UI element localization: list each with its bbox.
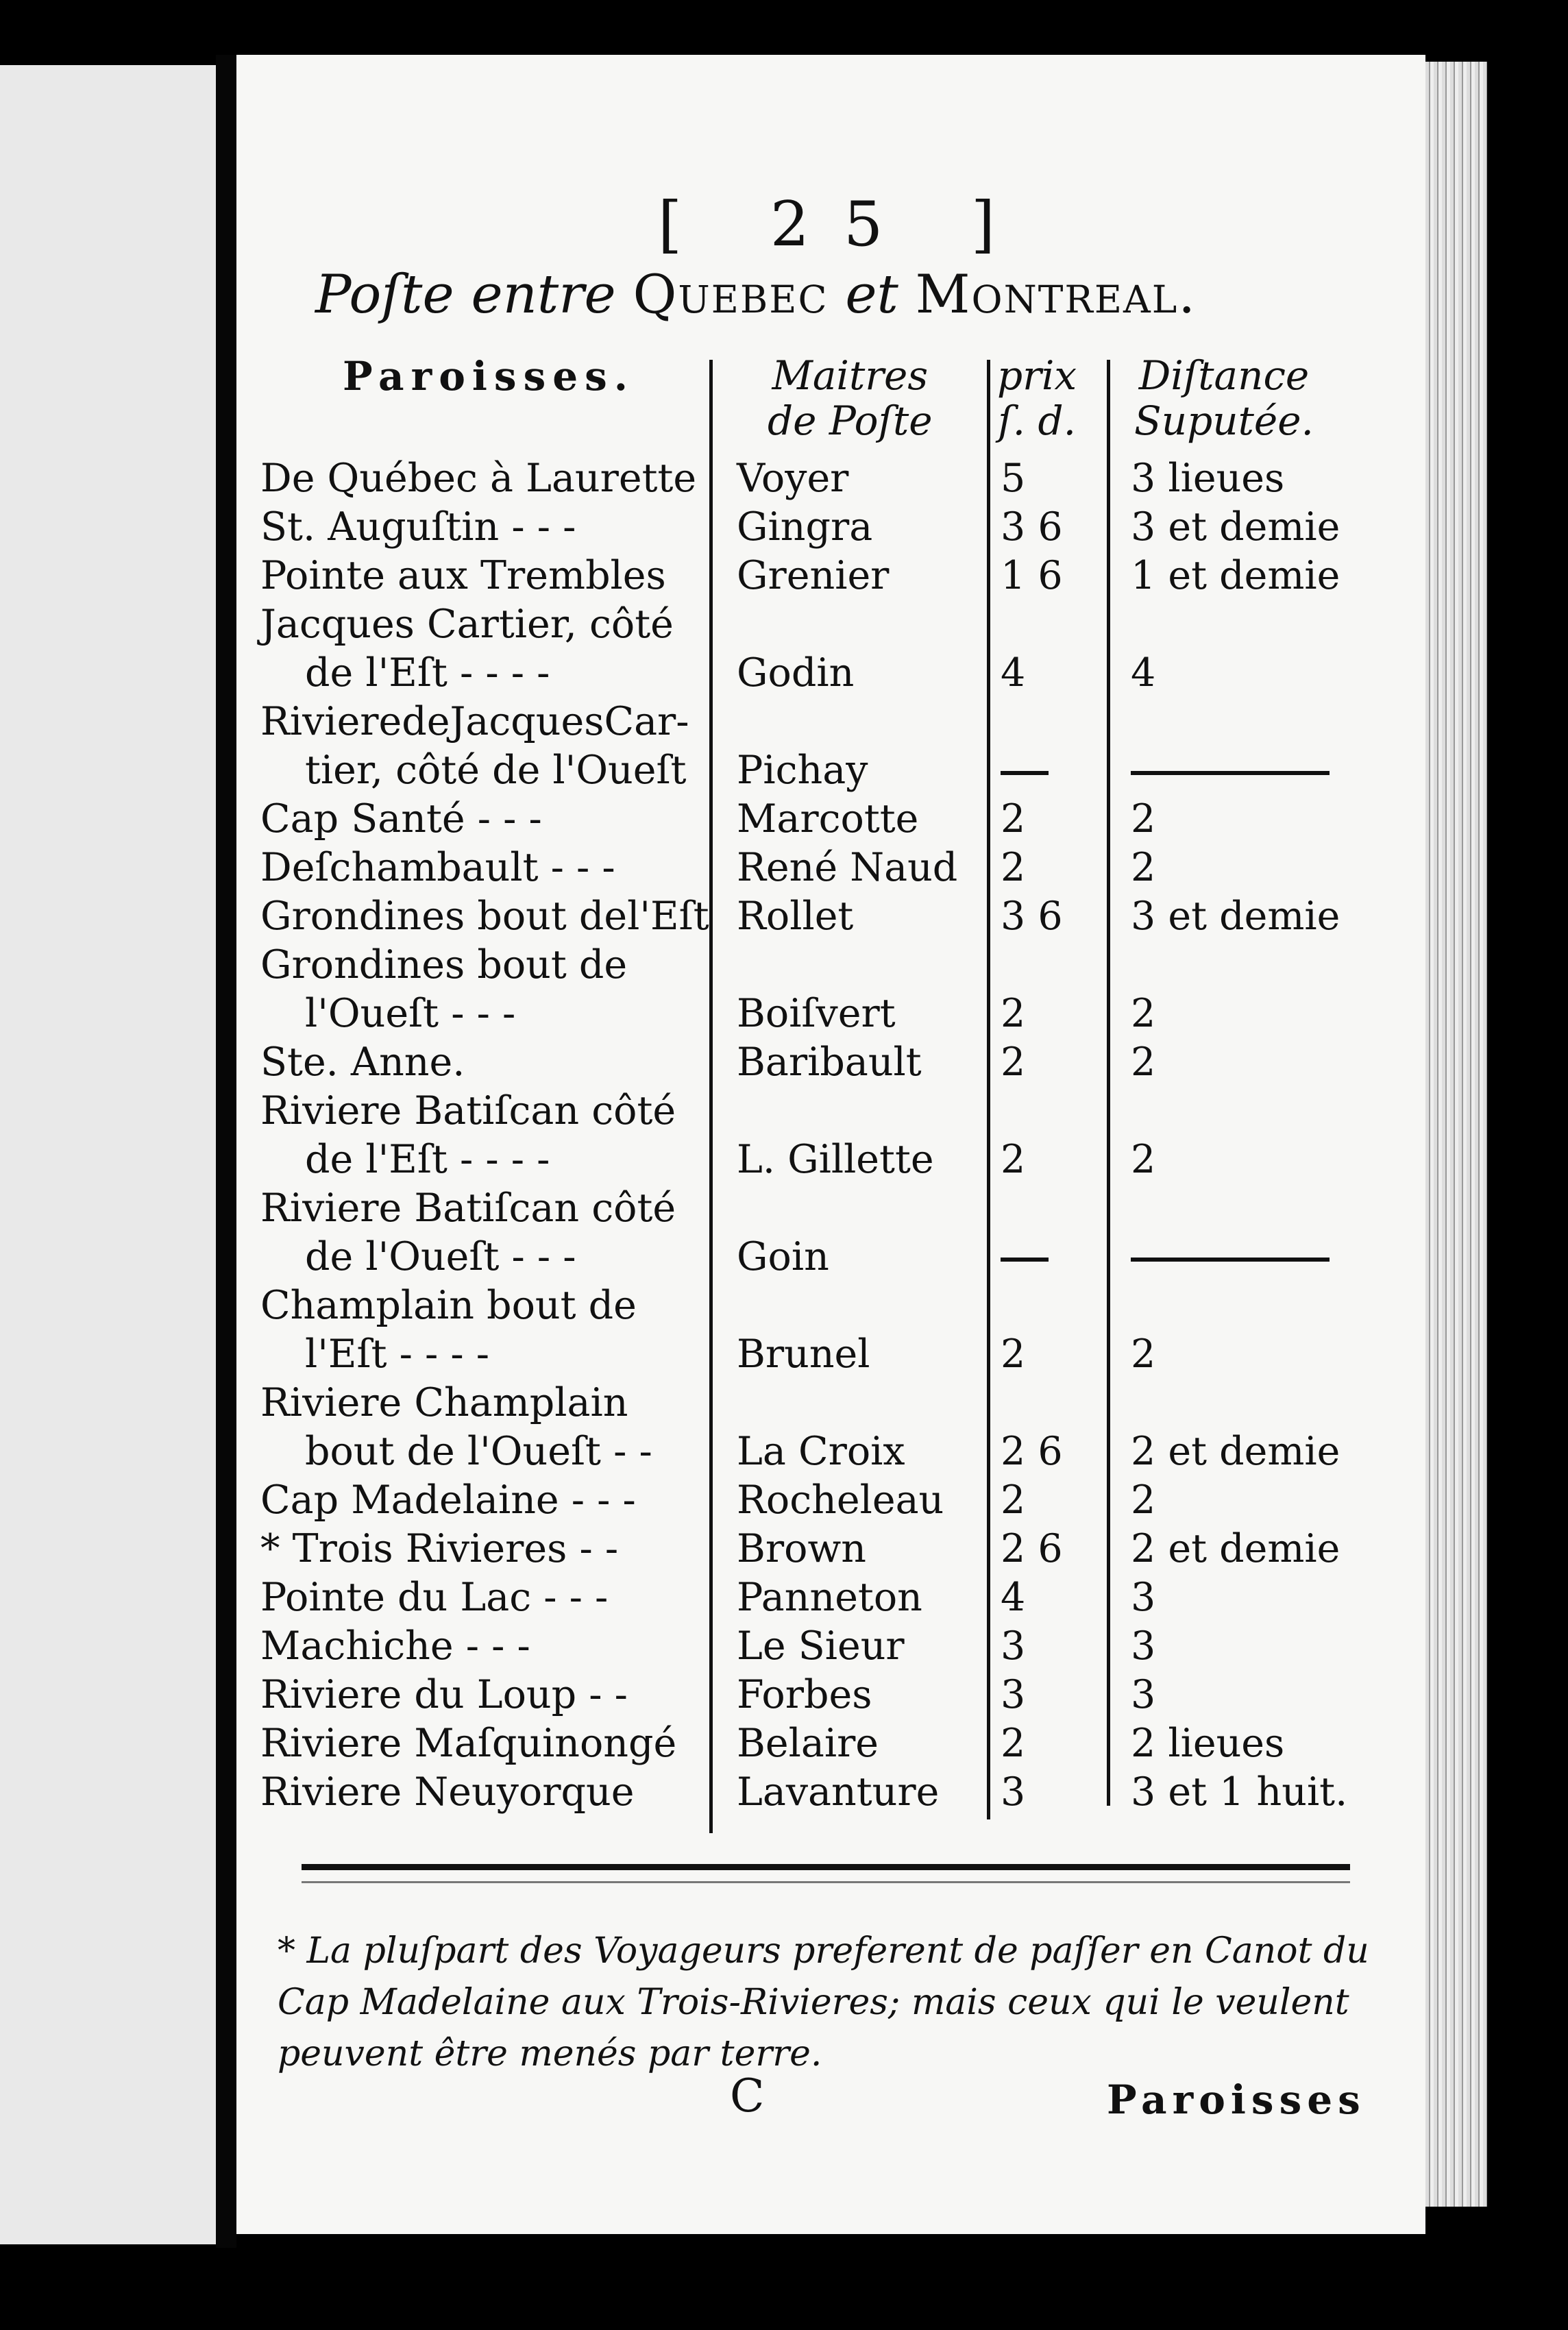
paroisse-name: l'Oueſt - - - (305, 991, 516, 1036)
column-divider-2 (987, 360, 990, 1819)
paroisse-name: Cap Santé - - - (260, 796, 542, 842)
title-part-2: Quebec (633, 264, 829, 326)
maitre-name: René Naud (737, 845, 958, 890)
distance-value: 3 lieues (1131, 456, 1285, 501)
paroisse-name: Jacques Cartier, côté (260, 602, 674, 647)
distance-value: 2 (1131, 1137, 1156, 1182)
paroisse-name: Champlain bout de (260, 1283, 637, 1328)
prix-value: 2 (1001, 991, 1026, 1036)
header-prix-line2: ſ. d. (998, 397, 1077, 444)
prix-dash (1001, 1258, 1049, 1262)
title-part-3: et (845, 264, 898, 326)
distance-value: 2 et demie (1131, 1526, 1340, 1571)
distance-value: 4 (1131, 650, 1156, 696)
prix-value: 3 (1001, 1672, 1026, 1717)
distance-value (1131, 748, 1330, 793)
distance-value: 3 et demie (1131, 894, 1340, 939)
prix-value: 2 (1001, 845, 1026, 890)
facing-page (0, 65, 216, 2244)
paroisse-name: de l'Eſt - - - - (305, 1137, 550, 1182)
prix-value: 3 6 (1001, 894, 1063, 939)
header-distance-line1: Diſtance (1138, 352, 1310, 399)
paroisse-name: St. Auguſtin - - - (260, 504, 576, 550)
prix-dash (1001, 771, 1049, 775)
paroisse-name: Riviere Batiſcan côté (260, 1088, 676, 1133)
prix-value: 1 6 (1001, 553, 1063, 598)
paroisse-name: Grondines bout del'Eſt (260, 894, 709, 939)
distance-value: 1 et demie (1131, 553, 1340, 598)
header-maitres (768, 353, 933, 443)
maitre-name: Pichay (737, 748, 868, 793)
paroisse-name: Cap Madelaine - - - (260, 1477, 636, 1523)
paroisse-name: RivieredeJacquesCar- (260, 699, 689, 744)
paroisse-name: * Trois Rivieres - - (260, 1526, 619, 1571)
paroisse-name: Riviere du Loup - - (260, 1672, 628, 1717)
paroisse-name: Pointe du Lac - - - (260, 1575, 609, 1620)
paroisse-name: l'Eſt - - - - (305, 1332, 490, 1377)
paroisse-name: De Québec à Laurette (260, 456, 697, 501)
prix-value: 5 (1001, 456, 1026, 501)
header-maitres-line2: de Poſte (768, 397, 933, 444)
prix-value: 2 (1001, 1332, 1026, 1377)
distance-dash (1131, 771, 1330, 775)
prix-value: 2 (1001, 1721, 1026, 1766)
paroisse-name: Riviere Maſquinongé (260, 1721, 677, 1766)
maitre-name: Grenier (737, 553, 890, 598)
prix-value (1001, 748, 1103, 793)
paroisse-name: Riviere Champlain (260, 1380, 628, 1425)
footnote: * La pluſpart des Voyageurs preferent de paſſer en Canot du Cap Madelaine aux Trois-Rivieres; mais ceux qui le veulent peuvent être menés par terre. (278, 1930, 1369, 2074)
paroisse-name: bout de l'Oueſt - - (305, 1429, 652, 1474)
maitre-name: Forbes (737, 1672, 872, 1717)
maitre-name: Godin (737, 650, 855, 696)
header-prix-line1: prix (997, 352, 1077, 399)
header-distance (1134, 353, 1314, 443)
paroisse-name: Ste. Anne. (260, 1040, 465, 1085)
page-edges (1425, 62, 1487, 2207)
table-bottom-rule (302, 1864, 1350, 1870)
distance-value: 3 et 1 huit. (1131, 1769, 1348, 1815)
maitre-name: Gingra (737, 504, 873, 550)
maitre-name: Le Sieur (737, 1623, 905, 1669)
maitre-name: Rocheleau (737, 1477, 944, 1523)
prix-value: 3 6 (1001, 504, 1063, 550)
page-title (315, 264, 1197, 326)
distance-value: 2 (1131, 1477, 1156, 1523)
header-distance-line2: Suputée. (1134, 397, 1314, 444)
maitre-name: Lavanture (737, 1769, 940, 1815)
maitre-name: Brown (737, 1526, 866, 1571)
distance-dash (1131, 1258, 1330, 1262)
paroisse-name: Machiche - - - (260, 1623, 530, 1669)
maitre-name: Rollet (737, 894, 854, 939)
prix-value (1001, 1234, 1103, 1279)
maitre-name: La Croix (737, 1429, 905, 1474)
title-part-4: Montreal. (915, 264, 1197, 326)
distance-value: 2 (1131, 796, 1156, 842)
maitre-name: Baribault (737, 1040, 922, 1085)
header-maitres-line1: Maitres (772, 352, 929, 399)
paroisse-name: de l'Eſt - - - - (305, 650, 550, 696)
maitre-name: Boiſvert (737, 991, 896, 1036)
distance-value: 2 (1131, 1332, 1156, 1377)
paroisse-name: de l'Oueſt - - - (305, 1234, 576, 1279)
prix-value: 4 (1001, 650, 1026, 696)
page-number: [ 25 ] (658, 188, 1029, 260)
prix-value: 4 (1001, 1575, 1026, 1620)
column-divider-3 (1107, 360, 1110, 1806)
prix-value: 3 (1001, 1769, 1026, 1815)
table-bottom-rule-thin (302, 1881, 1350, 1883)
distance-value: 3 et demie (1131, 504, 1340, 550)
distance-value: 2 (1131, 991, 1156, 1036)
maitre-name: Belaire (737, 1721, 879, 1766)
header-paroisses: Paroisses. (343, 353, 635, 400)
header-prix (997, 353, 1077, 443)
maitre-name: Voyer (737, 456, 849, 501)
book-gutter (216, 55, 236, 2248)
maitre-name: Marcotte (737, 796, 919, 842)
prix-value: 2 (1001, 796, 1026, 842)
prix-value: 2 6 (1001, 1526, 1063, 1571)
prix-value: 3 (1001, 1623, 1026, 1669)
maitre-name: Goin (737, 1234, 829, 1279)
distance-value: 3 (1131, 1672, 1156, 1717)
paroisse-name: Pointe aux Trembles (260, 553, 666, 598)
distance-value: 2 (1131, 1040, 1156, 1085)
prix-value: 2 (1001, 1137, 1026, 1182)
catchword: Paroisses (1107, 2076, 1366, 2123)
distance-value (1131, 1234, 1330, 1279)
prix-value: 2 6 (1001, 1429, 1063, 1474)
paroisse-name: Grondines bout de (260, 942, 628, 988)
maitre-name: Brunel (737, 1332, 870, 1377)
paroisse-name: Riviere Neuyorque (260, 1769, 635, 1815)
maitre-name: L. Gillette (737, 1137, 934, 1182)
distance-value: 3 (1131, 1623, 1156, 1669)
maitre-name: Panneton (737, 1575, 922, 1620)
column-divider-1 (709, 360, 713, 1833)
prix-value: 2 (1001, 1477, 1026, 1523)
paroisse-name: Deſchambault - - - (260, 845, 615, 890)
distance-value: 3 (1131, 1575, 1156, 1620)
distance-value: 2 lieues (1131, 1721, 1285, 1766)
paroisse-name: Riviere Batiſcan côté (260, 1186, 676, 1231)
signature-mark: C (730, 2070, 765, 2122)
prix-value: 2 (1001, 1040, 1026, 1085)
distance-value: 2 (1131, 845, 1156, 890)
distance-value: 2 et demie (1131, 1429, 1340, 1474)
paroisse-name: tier, côté de l'Oueſt (305, 748, 687, 793)
title-part-1: Poſte entre (315, 264, 616, 326)
